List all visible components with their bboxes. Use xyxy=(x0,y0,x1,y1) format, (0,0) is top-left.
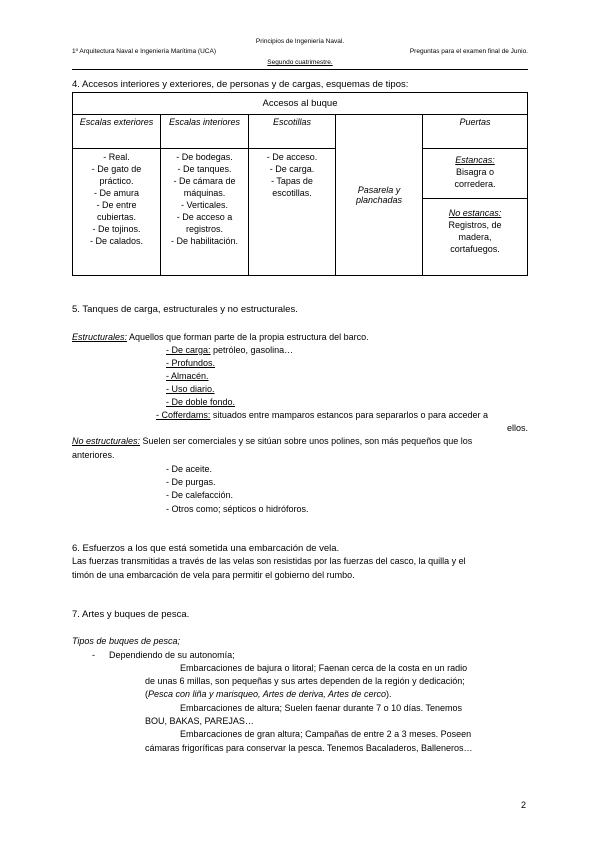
carga-label: - De carga: xyxy=(166,345,211,355)
header-escalas-exteriores: Escalas exteriores xyxy=(73,115,161,149)
header-escalas-interiores: Escalas interiores xyxy=(161,115,249,149)
bullet-dash: - xyxy=(92,650,95,660)
list-item: - Verticales. xyxy=(180,200,229,210)
list-item: práctico. xyxy=(99,176,134,186)
list-item: escotillas. xyxy=(272,188,312,198)
altura-line1: Embarcaciones de altura; Suelen faenar durante 7 o 10 días. Tenemos xyxy=(180,703,463,713)
list-item: cortafuegos. xyxy=(450,244,500,254)
cell-escotillas xyxy=(249,149,336,276)
doble-line: - De doble fondo. xyxy=(166,397,236,407)
uso-line: - Uso diario. xyxy=(166,384,215,394)
gran-line2: cámaras frigoríficas para conservar la pesca. Tenemos Bacaladeros, Balleneros… xyxy=(145,743,473,753)
pasarela-line: planchadas xyxy=(355,195,403,205)
cofferdams-text: situados entre mamparos estancos para separarlos o para acceder a xyxy=(210,410,489,420)
list-item: - De purgas. xyxy=(166,477,216,487)
list-item: - De acceso. xyxy=(266,152,318,162)
section-6-heading: 6. Esfuerzos a los que está sometida una embarcación de vela. xyxy=(72,543,340,554)
list-item: - De amura xyxy=(93,188,139,198)
list-item: - Real. xyxy=(103,152,130,162)
carga-text: petróleo, gasolina… xyxy=(210,345,294,355)
header-right: Preguntas para el examen final de Junio. xyxy=(409,48,528,55)
list-item: madera, xyxy=(458,232,492,242)
list-item: Registros, de xyxy=(448,220,502,230)
list-item: - Tapas de xyxy=(271,176,313,186)
pasarela-line: Pasarela y xyxy=(357,185,401,195)
section-4-heading: 4. Accesos interiores y exteriores, de personas y de cargas, esquemas de tipos: xyxy=(72,79,409,90)
page-number: 2 xyxy=(521,800,527,810)
list-item: máquinas. xyxy=(183,188,226,198)
list-item: - De tanques. xyxy=(177,164,232,174)
list-item: - De cámara de xyxy=(173,176,236,186)
cell-interiores xyxy=(161,149,249,276)
list-item: - De acceso a xyxy=(176,212,233,222)
no-estructurales-line2: anteriores. xyxy=(72,450,115,460)
dependiendo-line: Dependiendo de su autonomía; xyxy=(109,650,235,660)
list-item: - De gato de xyxy=(91,164,142,174)
almacen-line: - Almacén. xyxy=(166,371,209,381)
table-caption: Accesos al buque xyxy=(73,93,528,115)
estancas-title: Estancas: xyxy=(455,155,495,165)
list-item: Bisagra o xyxy=(455,167,495,177)
list-item: - De bodegas. xyxy=(176,152,233,162)
cell-puertas xyxy=(423,149,528,276)
puertas-estancas xyxy=(423,149,527,199)
header-puertas: Puertas xyxy=(423,115,528,149)
header-rule xyxy=(72,69,528,70)
header-left: 1º Arquitectura Naval e Ingeniería Marítima (UCA) xyxy=(72,48,216,55)
paren-close: ). xyxy=(385,689,392,699)
bajura-line1: Embarcaciones de bajura o litoral; Faenan cerca de la costa en un radio xyxy=(180,663,468,673)
estructurales-label: Estructurales: xyxy=(72,332,128,342)
no-estructurales-text: Suelen ser comerciales y se sitúan sobre unos polines, son más pequeños que los xyxy=(140,436,473,446)
cofferdams-end: ellos. xyxy=(506,423,528,433)
list-item: registros. xyxy=(185,224,223,234)
list-item: - De entre xyxy=(96,200,137,210)
header-escotillas: Escotillas xyxy=(249,115,336,149)
list-item: corredera. xyxy=(454,179,496,189)
bajura-artes: Pesca con liña y marisqueo, Artes de deriva, Artes de cerco xyxy=(148,689,386,699)
cell-exteriores xyxy=(73,149,161,276)
list-item: - Otros como; sépticos o hidróforos. xyxy=(166,504,309,514)
estructurales-text: Aquellos que forman parte de la propia estructura del barco. xyxy=(127,332,369,342)
list-item: - De carga. xyxy=(269,164,315,174)
bajura-line3 xyxy=(145,689,391,699)
header-sub: Segundo cuatrimestre. xyxy=(267,59,333,66)
list-item: - De calados. xyxy=(89,236,144,246)
paren-open: ( xyxy=(145,689,148,699)
header-title: Principios de Ingeniería Naval. xyxy=(255,38,345,45)
puertas-no-estancas xyxy=(423,199,527,259)
list-item: cubiertas. xyxy=(96,212,137,222)
s6-line2: timón de una embarcación de vela para permitir el gobierno del rumbo. xyxy=(72,570,355,580)
no-estructurales-label: No estructurales: xyxy=(72,436,141,446)
altura-line2: BOU, BAKAS, PAREJAS… xyxy=(145,716,254,726)
tipos-label: Tipos de buques de pesca; xyxy=(72,636,180,646)
carga-line xyxy=(166,345,293,355)
no-estructurales-line xyxy=(72,436,472,446)
estructurales-line xyxy=(72,332,369,342)
cell-pasarela xyxy=(336,115,423,276)
no-estancas-title: No estancas: xyxy=(448,208,502,218)
cofferdams-line xyxy=(156,410,488,420)
bajura-line2: de unas 6 millas, son pequeñas y sus artes dependen de la región y dedicación; xyxy=(145,676,465,686)
access-table xyxy=(72,92,528,276)
list-item: - De calefacción. xyxy=(166,490,234,500)
list-item: - De habilitación. xyxy=(170,236,239,246)
list-item: - De aceite. xyxy=(166,464,213,474)
profundos-line: - Profundos. xyxy=(166,358,216,368)
section-7-heading: 7. Artes y buques de pesca. xyxy=(72,609,190,620)
s6-line1: Las fuerzas transmitidas a través de las velas son resistidas por las fuerzas del casco, la quilla y el xyxy=(72,556,466,566)
gran-line1: Embarcaciones de gran altura; Campañas de entre 2 a 3 meses. Poseen xyxy=(180,729,472,739)
section-5-heading: 5. Tanques de carga, estructurales y no estructurales. xyxy=(72,304,298,315)
cofferdams-label: - Cofferdams: xyxy=(156,410,211,420)
list-item: - De tojinos. xyxy=(92,224,141,234)
